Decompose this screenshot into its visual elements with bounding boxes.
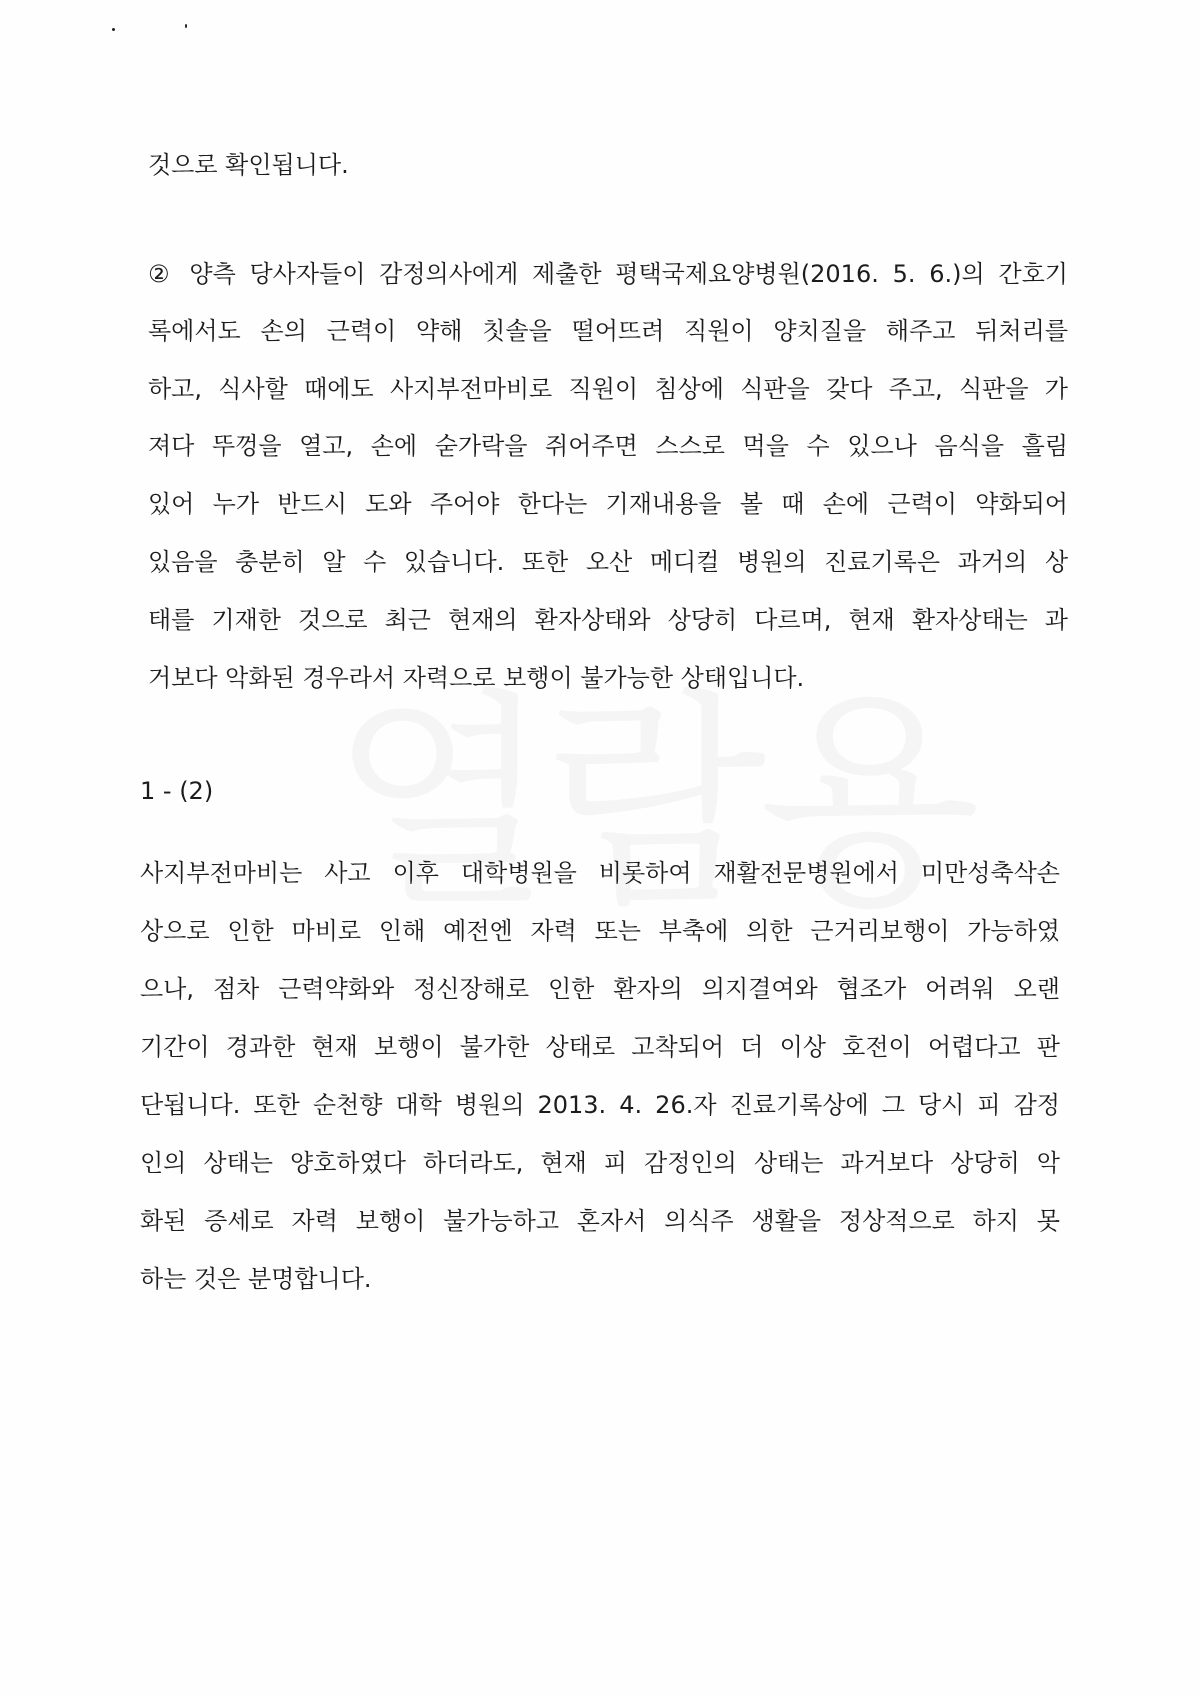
paragraph-line: 단됩니다. 또한 순천향 대학 병원의 2013. 4. 26.자 진료기록상에 그 당시 피 감정 [140,1091,1060,1119]
paragraph-line: 있음을 충분히 알 수 있습니다. 또한 오산 메디컬 병원의 진료기록은 과거의 상 [148,548,1068,576]
scan-speck [185,24,187,28]
paragraph-line: 록에서도 손의 근력이 약해 칫솔을 떨어뜨려 직원이 양치질을 해주고 뒤처리를 [148,317,1068,345]
paragraph-line: 으나, 점차 근력약화와 정신장해로 인한 환자의 의지결여와 협조가 어려워 오랜 [140,975,1060,1003]
paragraph-line: 있어 누가 반드시 도와 주어야 한다는 기재내용을 볼 때 손에 근력이 약화되어 [148,490,1068,518]
paragraph-line: 기간이 경과한 현재 보행이 불가한 상태로 고착되어 더 이상 호전이 어렵다고 판 [140,1033,1060,1061]
paragraph-line: 상으로 인한 마비로 인해 예전엔 자력 또는 부축에 의한 근거리보행이 가능하였 [140,917,1060,945]
paragraph-line: 것으로 확인됩니다. [148,151,349,179]
paragraph-line: ② 양측 당사자들이 감정의사에게 제출한 평택국제요양병원(2016. 5. 6.)의 간호기 [148,260,1068,288]
paragraph-line: 화된 증세로 자력 보행이 불가능하고 혼자서 의식주 생활을 정상적으로 하지 못 [140,1207,1060,1235]
section-heading: 1 - (2) [140,777,214,805]
paragraph-line: 인의 상태는 양호하였다 하더라도, 현재 피 감정인의 상태는 과거보다 상당히 악 [140,1149,1060,1177]
paragraph-line: 태를 기재한 것으로 최근 현재의 환자상태와 상당히 다르며, 현재 환자상태는 과 [148,606,1068,634]
paragraph-line: 하고, 식사할 때에도 사지부전마비로 직원이 침상에 식판을 갖다 주고, 식판을 가 [148,375,1068,403]
paragraph-line: 하는 것은 분명합니다. [140,1265,372,1293]
paragraph-line: 거보다 악화된 경우라서 자력으로 보행이 불가능한 상태입니다. [148,664,805,692]
scan-speck [112,28,115,31]
paragraph-line: 져다 뚜껑을 열고, 손에 숟가락을 쥐어주면 스스로 먹을 수 있으나 음식을 흘림 [148,432,1068,460]
paragraph-line: 사지부전마비는 사고 이후 대학병원을 비롯하여 재활전문병원에서 미만성축삭손 [140,859,1060,887]
